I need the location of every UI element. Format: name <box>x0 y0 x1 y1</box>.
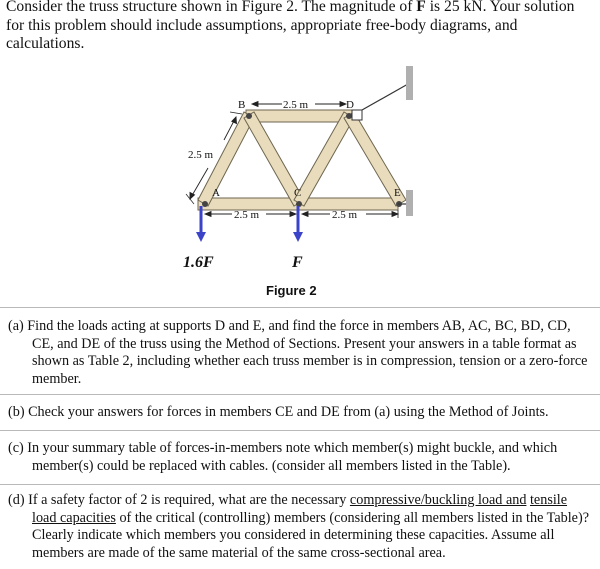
divider-1 <box>0 307 600 308</box>
divider-3 <box>0 430 600 431</box>
load-label-center: F <box>292 254 303 271</box>
question-d-text-before: If a safety factor of 2 is required, what are the necessary <box>28 492 350 508</box>
support-D-link <box>362 84 408 110</box>
dim-bottom-left: 2.5 m <box>234 209 260 221</box>
load-label-left: 1.6F <box>183 254 214 271</box>
question-c <box>8 440 592 475</box>
figure-caption: Figure 2 <box>266 283 317 298</box>
wall-E <box>406 190 413 216</box>
question-c-label: (c) <box>8 440 24 456</box>
question-b-label: (b) <box>8 404 25 420</box>
question-b <box>8 404 592 422</box>
member-BD <box>246 110 352 122</box>
label-E: E <box>394 187 401 199</box>
member-CD <box>294 112 354 206</box>
label-A: A <box>212 187 220 199</box>
truss-figure <box>0 62 600 302</box>
question-c-text: In your summary table of forces-in-members note which member(s) might buckle, and which member(s) could be replaced with cables. (consider all members listed in the Table). <box>27 440 558 474</box>
load-center-head <box>293 232 303 242</box>
question-d-underline-2: tensile load capacities <box>32 492 568 526</box>
question-a-text: Find the loads acting at supports D and E, and find the force in members AB, AC, BC, BD, CD, CE, and DE of the truss using the Method of Sections. Present your answers in a table format as shown as Table 2, including whether each truss member is in compression, tension or a zero-force member. <box>27 318 588 387</box>
pin-B <box>246 113 252 119</box>
question-d <box>8 492 592 562</box>
intro-text-2: is 25 kN. Your solution for this problem should include assumptions, appropriate free-body diagrams, and calculations. <box>6 0 575 52</box>
dim-top: 2.5 m <box>283 99 309 111</box>
intro-text-1: Consider the truss structure shown in Figure 2. The magnitude of <box>6 0 417 15</box>
divider-2 <box>0 394 600 395</box>
pin-D <box>346 113 352 119</box>
question-d-underline-1: compressive/buckling load and <box>349 492 527 508</box>
wall-D <box>406 66 413 100</box>
dim-side: 2.5 m <box>188 149 214 161</box>
intro-force-symbol: F <box>416 0 426 15</box>
label-D: D <box>346 99 354 111</box>
label-B: B <box>238 99 246 111</box>
problem-intro <box>6 0 596 54</box>
question-d-label: (d) <box>8 492 25 508</box>
load-left-head <box>196 232 206 242</box>
divider-4 <box>0 484 600 485</box>
question-b-text: Check your answers for forces in members CE and DE from (a) using the Method of Joints. <box>28 404 549 420</box>
dim-bottom-right: 2.5 m <box>332 209 358 221</box>
label-C: C <box>294 187 302 199</box>
support-D-block <box>352 110 362 120</box>
pin-A <box>202 201 208 207</box>
question-a <box>8 318 592 388</box>
question-a-label: (a) <box>8 318 24 334</box>
question-d-text-after: of the critical (controlling) members (considering all members listed in the Table)? Clearly indicate which members you considered in determining these capacities. Assume all members are made of the same material of the same cross-sectional area. <box>32 509 589 561</box>
